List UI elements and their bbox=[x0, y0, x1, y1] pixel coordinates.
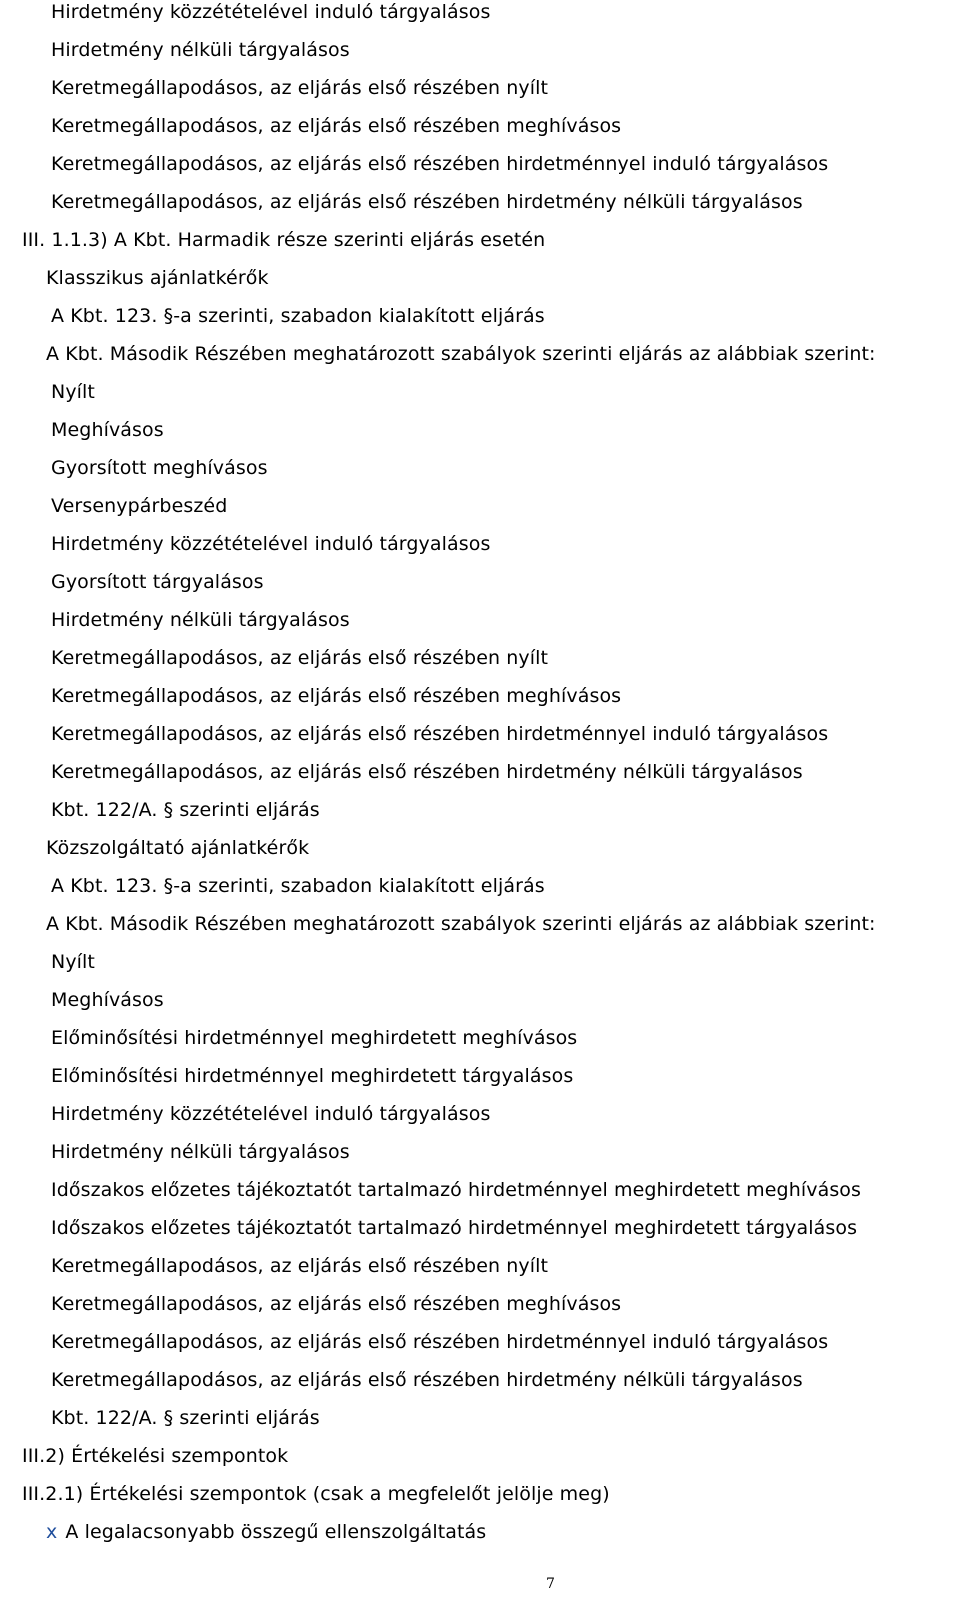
list-item: Keretmegállapodásos, az eljárás első részében meghívásos bbox=[51, 1293, 622, 1315]
list-item: Keretmegállapodásos, az eljárás első részében hirdetménnyel induló tárgyalásos bbox=[51, 723, 829, 745]
list-item: Keretmegállapodásos, az eljárás első részében hirdetménnyel induló tárgyalásos bbox=[51, 153, 829, 175]
list-item: Időszakos előzetes tájékoztatót tartalmazó hirdetménnyel meghirdetett meghívásos bbox=[51, 1179, 862, 1201]
group-title-classic: Klasszikus ajánlatkérők bbox=[46, 267, 269, 289]
list-item: Keretmegállapodásos, az eljárás első részében hirdetmény nélküli tárgyalásos bbox=[51, 761, 803, 783]
list-item: Hirdetmény nélküli tárgyalásos bbox=[51, 39, 350, 61]
list-item: Hirdetmény közzétételével induló tárgyalásos bbox=[51, 533, 491, 555]
list-item: Keretmegállapodásos, az eljárás első részében hirdetménnyel induló tárgyalásos bbox=[51, 1331, 829, 1353]
page-number: 7 bbox=[546, 1576, 555, 1592]
list-item: Keretmegállapodásos, az eljárás első részében hirdetmény nélküli tárgyalásos bbox=[51, 191, 803, 213]
list-item: Keretmegállapodásos, az eljárás első részében nyílt bbox=[51, 77, 549, 99]
list-item: Előminősítési hirdetménnyel meghirdetett tárgyalásos bbox=[51, 1065, 574, 1087]
group-title-utility: Közszolgáltató ajánlatkérők bbox=[46, 837, 310, 859]
list-item: Előminősítési hirdetménnyel meghirdetett meghívásos bbox=[51, 1027, 578, 1049]
list-item: Hirdetmény közzétételével induló tárgyalásos bbox=[51, 1, 491, 23]
list-item: Nyílt bbox=[51, 381, 95, 403]
list-item: Keretmegállapodásos, az eljárás első részében nyílt bbox=[51, 647, 549, 669]
criterion-row bbox=[46, 1520, 486, 1544]
list-item: Keretmegállapodásos, az eljárás első részében hirdetmény nélküli tárgyalásos bbox=[51, 1369, 803, 1391]
list-item: Keretmegállapodásos, az eljárás első részében meghívásos bbox=[51, 115, 622, 137]
criterion-label: A legalacsonyabb összegű ellenszolgáltatás bbox=[65, 1521, 487, 1543]
second-part-line: A Kbt. Második Részében meghatározott szabályok szerinti eljárás az alábbiak szerint: bbox=[46, 913, 876, 935]
list-item: Nyílt bbox=[51, 951, 95, 973]
list-item: Meghívásos bbox=[51, 419, 164, 441]
list-item: Kbt. 122/A. § szerinti eljárás bbox=[51, 799, 320, 821]
kbt123-line: A Kbt. 123. §-a szerinti, szabadon kialakított eljárás bbox=[51, 875, 545, 897]
kbt123-line: A Kbt. 123. §-a szerinti, szabadon kialakított eljárás bbox=[51, 305, 545, 327]
second-part-line: A Kbt. Második Részében meghatározott szabályok szerinti eljárás az alábbiak szerint: bbox=[46, 343, 876, 365]
list-item: Versenypárbeszéd bbox=[51, 495, 228, 517]
list-item: Keretmegállapodásos, az eljárás első részében nyílt bbox=[51, 1255, 549, 1277]
list-item: Gyorsított meghívásos bbox=[51, 457, 268, 479]
list-item: Időszakos előzetes tájékoztatót tartalmazó hirdetménnyel meghirdetett tárgyalásos bbox=[51, 1217, 858, 1239]
list-item: Hirdetmény nélküli tárgyalásos bbox=[51, 609, 350, 631]
list-item: Meghívásos bbox=[51, 989, 164, 1011]
list-item: Gyorsított tárgyalásos bbox=[51, 571, 264, 593]
section-heading: III. 1.1.3) A Kbt. Harmadik része szerinti eljárás esetén bbox=[22, 229, 546, 251]
list-item: Hirdetmény nélküli tárgyalásos bbox=[51, 1141, 350, 1163]
list-item: Kbt. 122/A. § szerinti eljárás bbox=[51, 1407, 320, 1429]
list-item: Keretmegállapodásos, az eljárás első részében meghívásos bbox=[51, 685, 622, 707]
list-item: Hirdetmény közzétételével induló tárgyalásos bbox=[51, 1103, 491, 1125]
subsection-heading-evaluation: III.2.1) Értékelési szempontok (csak a megfelelőt jelölje meg) bbox=[22, 1483, 610, 1505]
checked-mark: x bbox=[46, 1521, 58, 1543]
section-heading-evaluation: III.2) Értékelési szempontok bbox=[22, 1445, 289, 1467]
